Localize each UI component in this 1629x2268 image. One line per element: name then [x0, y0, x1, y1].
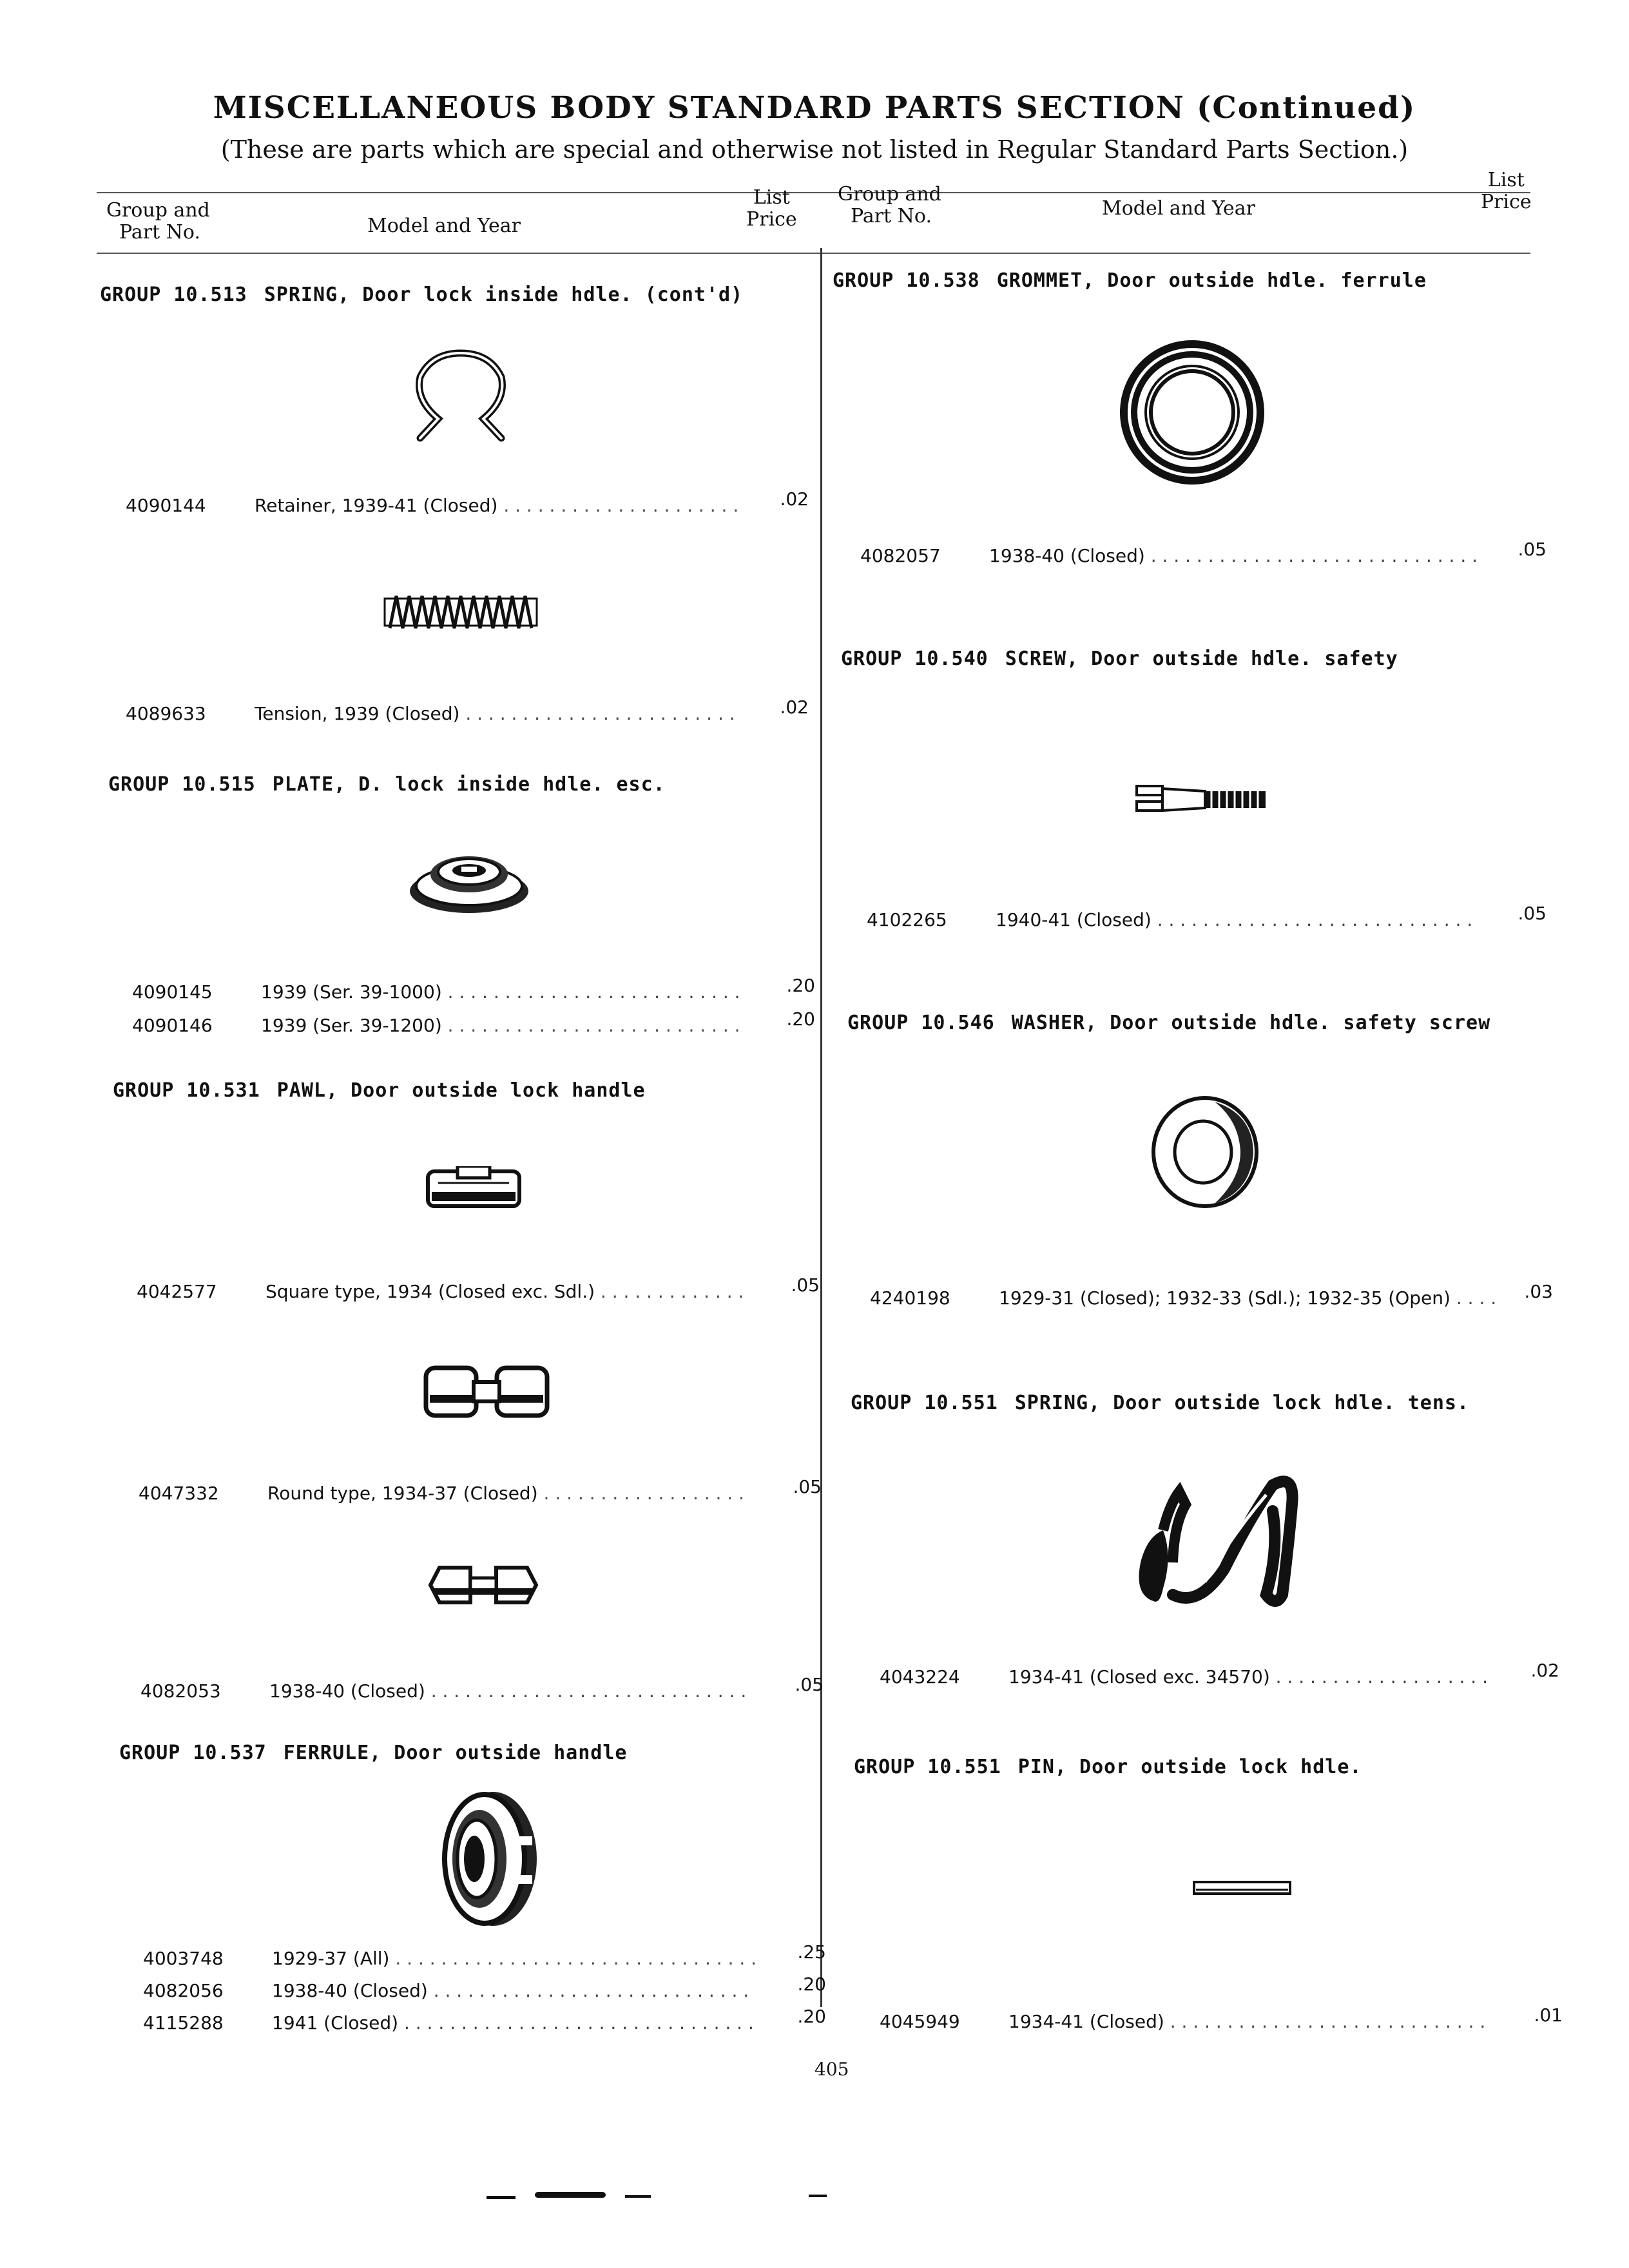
square-pawl-icon — [425, 1166, 522, 1211]
part-row: 4045949 1934-41 (Closed) . . . .01 — [880, 2009, 1563, 2035]
group-heading: GROUP 10.551 PIN, Door outside lock hdle. — [854, 1756, 1362, 1778]
part-row: 4082057 1938-40 (Closed) . . . .05 — [860, 543, 1547, 569]
part-row: 4047332 Round type, 1934-37 (Closed) . . . .05 — [139, 1481, 822, 1506]
part-row: 4003748 1929-37 (All) . . . .25 — [143, 1946, 826, 1972]
scan-artifact — [535, 2192, 606, 2198]
part-row: 4082056 1938-40 (Closed) . . . .20 — [143, 1978, 826, 2004]
group-heading: GROUP 10.537 FERRULE, Door outside handle — [119, 1742, 628, 1764]
part-row: 4089633 Tension, 1939 (Closed) . . . .02 — [126, 701, 809, 727]
group-heading: GROUP 10.546 WASHER, Door outside hdle. safety screw — [847, 1012, 1491, 1034]
right-list-price-heading: List Price — [1481, 169, 1532, 213]
part-row: 4042577 Square type, 1934 (Closed exc. Sdl.) . . . .05 — [137, 1279, 820, 1305]
part-row: 4090145 1939 (Ser. 39-1000) . . . .20 — [132, 979, 815, 1005]
part-row: 4102265 1940-41 (Closed) . . . .05 — [867, 907, 1547, 933]
escutcheon-plate-icon — [405, 841, 534, 918]
right-model-year-heading: Model and Year — [1102, 197, 1255, 220]
left-list-price-heading: List Price — [746, 186, 797, 231]
page-subtitle: (These are parts which are special and otherwise not listed in Regular Standard Parts Section.) — [220, 135, 1409, 164]
scan-artifact — [487, 2196, 516, 2199]
right-group-part-heading: Group and Part No. — [838, 183, 941, 227]
group-heading: GROUP 10.538 GROMMET, Door outside hdle. ferrule — [833, 269, 1427, 292]
part-row: 4115288 1941 (Closed) . . . .20 — [143, 2010, 826, 2036]
group-heading: GROUP 10.513 SPRING, Door lock inside hdle. (cont'd) — [100, 284, 744, 306]
small-pawl-icon — [425, 1562, 541, 1608]
group-heading: GROUP 10.540 SCREW, Door outside hdle. safety — [841, 648, 1398, 670]
wire-retainer-icon — [406, 348, 516, 445]
safety-screw-icon — [1134, 780, 1269, 818]
group-heading: GROUP 10.515 PLATE, D. lock inside hdle. esc. — [108, 773, 666, 796]
part-row: 4090144 Retainer, 1939-41 (Closed) . . . .02 — [126, 493, 809, 519]
header-top-rule — [97, 192, 1530, 193]
round-pawl-icon — [422, 1363, 551, 1421]
ferrule-icon — [425, 1785, 541, 1933]
header-bottom-rule — [97, 253, 1530, 254]
left-group-part-heading: Group and Part No. — [106, 199, 210, 244]
part-row: 4090146 1939 (Ser. 39-1200) . . . .20 — [132, 1013, 815, 1039]
page-title: MISCELLANEOUS BODY STANDARD PARTS SECTION (Continued) — [213, 90, 1416, 126]
pin-icon — [1192, 1878, 1292, 1898]
page-number: 405 — [815, 2059, 849, 2080]
grommet-icon — [1115, 335, 1269, 490]
coil-spring-icon — [383, 590, 538, 635]
part-row: 4082053 1938-40 (Closed) . . . .05 — [140, 1678, 824, 1704]
washer-icon — [1150, 1095, 1260, 1208]
scan-artifact — [625, 2195, 651, 2198]
column-divider — [820, 248, 822, 2007]
group-heading: GROUP 10.551 SPRING, Door outside lock hdle. tens. — [851, 1392, 1470, 1414]
left-model-year-heading: Model and Year — [367, 215, 521, 237]
scan-artifact — [809, 2195, 827, 2197]
part-row: 4043224 1934-41 (Closed exc. 34570) . . . .02 — [880, 1664, 1559, 1690]
group-heading: GROUP 10.531 PAWL, Door outside lock handle — [113, 1079, 646, 1102]
tension-spring-icon — [1128, 1466, 1321, 1614]
part-row: 4240198 1929-31 (Closed); 1932-33 (Sdl.); 1932-35 (Open) . . . .03 — [870, 1285, 1553, 1311]
